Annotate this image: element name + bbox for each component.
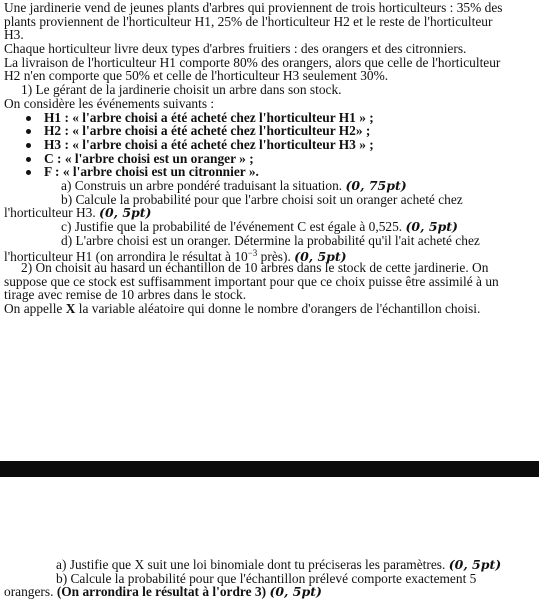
question-1d-line-1: d) L'arbre choisi est un oranger. Détermine la probabilité qu'il l'ait acheté chez xyxy=(61,232,480,248)
question-1d-line-2 xyxy=(4,247,535,265)
part1-heading: 1) Le gérant de la jardinerie choisit un arbre dans son stock. xyxy=(21,82,342,98)
part2-line-1: 2) On choisit au hasard un échantillon de 10 arbres dans le stock de cette jardinerie. On xyxy=(21,260,489,276)
variable-x: X xyxy=(65,301,76,317)
question-1c-text: c) Justifie que la probabilité de l'événement C est égale à 0,525. xyxy=(61,219,403,234)
question-1b-points: (0, 5pt) xyxy=(99,205,152,221)
question-2b-text: orangers. xyxy=(4,584,57,600)
question-1c xyxy=(4,220,535,234)
question-1a-text: a) Construis un arbre pondéré traduisant la situation. xyxy=(61,177,343,193)
intro-line-6: H2 n'en comporte que 50% et celle de l'horticulteur H3 seulement 30%. xyxy=(4,68,389,84)
question-2b-line-1: b) Calcule la probabilité pour que l'échantillon prélevé comporte exactement 5 xyxy=(56,570,477,586)
question-1a xyxy=(4,179,535,193)
part2-questions xyxy=(4,558,535,599)
question-2b-rounding-note: (On arrondira le résultat à l'ordre 3) xyxy=(56,584,267,600)
intro-line-3: H3. xyxy=(4,27,24,43)
question-1b-text: l'horticulteur H3. xyxy=(4,205,96,221)
intro-line-2: plants proviennent de l'horticulteur H1, 25% de l'horticulteur H2 et le reste de l'horticulteur xyxy=(4,13,493,29)
question-1b-line-1: b) Calcule la probabilité pour que l'arbre choisi soit un oranger acheté chez xyxy=(61,191,463,207)
question-1d-points: (0, 5pt) xyxy=(294,249,347,265)
question-1d-text-end: près). xyxy=(260,249,291,265)
events-intro: On considère les événements suivants : xyxy=(4,95,215,111)
part2-line-3: tirage avec remise de 10 arbres dans le stock. xyxy=(4,287,247,303)
question-1d-text: l'horticulteur H1 (on arrondira le résultat à 10 xyxy=(4,249,248,265)
event-h3: H3 : « l'arbre choisi a été acheté chez l'horticulteur H3 » ; xyxy=(4,138,535,152)
part2-line-4 xyxy=(4,302,535,316)
event-f: F : « l'arbre choisi est un citronnier ». xyxy=(4,165,535,179)
question-2a-text: a) Justifie que X suit une loi binomiale dont tu préciseras les paramètres. xyxy=(56,557,446,572)
question-1b-line-2 xyxy=(4,206,535,220)
part2-line-2: suppose que ce stock est suffisamment important pour que ce choix puisse être assimilé à un xyxy=(4,273,499,289)
question-1d-exponent: −3 xyxy=(247,248,258,259)
question-2a xyxy=(4,558,535,572)
part2-line-4-start: On appelle xyxy=(4,301,66,317)
exercise-text xyxy=(4,1,535,316)
question-1a-points: (0, 75pt) xyxy=(345,177,407,193)
event-h1: H1 : « l'arbre choisi a été acheté chez l'horticulteur H1 » ; xyxy=(4,111,535,125)
question-2b-points: (0, 5pt) xyxy=(269,584,322,600)
question-2b-line-2 xyxy=(4,585,535,599)
part2-line-4-end: la variable aléatoire qui donne le nombre d'orangers de l'échantillon choisi. xyxy=(75,301,481,317)
black-band-divider xyxy=(0,461,539,477)
intro-line-1: Une jardinerie vend de jeunes plants d'arbres qui proviennent de trois horticulteurs : 35% des xyxy=(4,0,503,15)
intro-line-5: La livraison de l'horticulteur H1 comporte 80% des orangers, alors que celle de l'horticulteur xyxy=(4,54,501,70)
intro-line-4: Chaque horticulteur livre deux types d'arbres fruitiers : des orangers et des citronniers. xyxy=(4,41,467,57)
question-1c-points: (0, 5pt) xyxy=(405,219,458,234)
event-c: C : « l'arbre choisi est un oranger » ; xyxy=(4,152,535,166)
event-h2: H2 : « l'arbre choisi a été acheté chez l'horticulteur H2» ; xyxy=(4,124,535,138)
question-2a-points: (0, 5pt) xyxy=(448,557,502,572)
